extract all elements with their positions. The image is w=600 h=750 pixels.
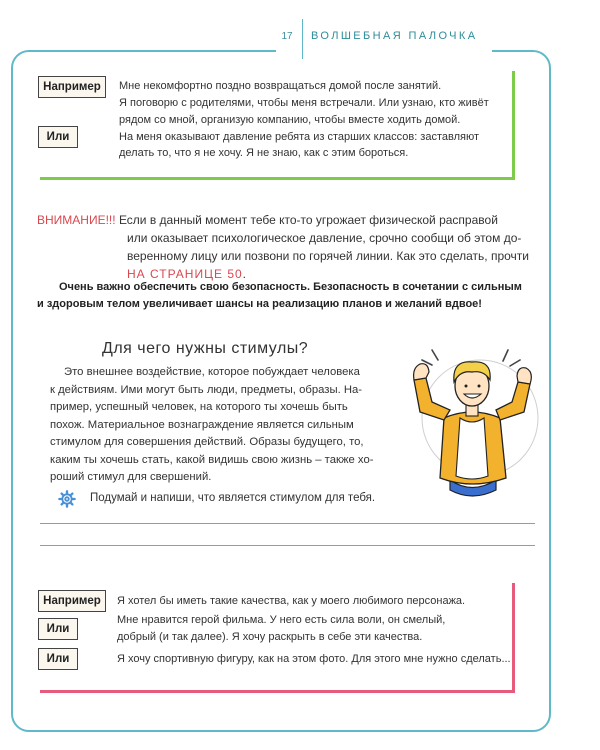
pink-border-bottom [40, 690, 515, 693]
pink-border-right [512, 583, 515, 693]
example-tag: Например [38, 76, 106, 98]
example-text-line: Мне некомфортно поздно возвращаться домой после занятий. [119, 80, 442, 92]
paragraph-line: каким ты хочешь стать, какой видишь свою жизнь – также хо- [50, 453, 374, 466]
or-tag: Или [38, 126, 78, 148]
paragraph-line: стимулом для совершения действий. Образы будущего, то, [50, 436, 364, 448]
paragraph-line: пример, успешный человек, на которого ты хочешь быть [50, 401, 348, 413]
example-text-line: делать то, что я не хочу. Я не знаю, как с этим бороться. [119, 147, 409, 159]
paragraph-line: роший стимул для свершений. [50, 471, 212, 483]
example-text-line: добрый (и так далее). Я хочу раскрыть в себе эти качества. [117, 631, 423, 643]
header-divider [302, 19, 303, 59]
or-tag: Или [38, 648, 78, 670]
safety-note-line: Очень важно обеспечить свою безопасность. Безопасность в сочетании с сильным [59, 281, 522, 293]
answer-line[interactable] [40, 545, 535, 546]
stimulus-paragraph [50, 364, 390, 487]
section-heading: Для чего нужны стимулы? [102, 340, 309, 357]
flexing-person-illustration [392, 340, 542, 500]
example-text-line: Я поговорю с родителями, чтобы меня встречали. Или узнаю, кто живёт [119, 97, 489, 109]
task-text: Подумай и напиши, что является стимулом для тебя. [90, 492, 376, 504]
paragraph-line: к действиям. Ими могут быть люди, предметы, образы. На- [50, 383, 363, 396]
example-text-line: Я хочу спортивную фигуру, как на этом фото. Для этого мне нужно сделать... [117, 653, 511, 665]
answer-line[interactable] [40, 523, 535, 524]
safety-note [37, 279, 542, 313]
paragraph-line: Это внешнее воздействие, которое побуждает человека [64, 366, 360, 378]
example-text-line: Я хотел бы иметь такие качества, как у моего любимого персонажа. [117, 595, 466, 607]
warning-text: Если в данный момент тебе кто-то угрожает физической расправой [118, 213, 498, 227]
warning-text: веренному лицу или позвони по горячей линии. Как это сделать, прочти [127, 249, 529, 263]
header-gap [276, 40, 492, 58]
warning-text: или оказывает психологическое давление, срочно сообщи об этом до- [127, 231, 522, 245]
paragraph-line: похож. Материальное вознаграждение является сильным [50, 418, 354, 431]
gear-icon [58, 490, 76, 508]
green-border-bottom [40, 177, 515, 180]
example-tag: Например [38, 590, 106, 612]
example-text-line: На меня оказывают давление ребята из старших классов: заставляют [119, 131, 480, 143]
page-title: ВОЛШЕБНАЯ ПАЛОЧКА [311, 30, 478, 42]
example-text-line: рядом со мной, организую компанию, чтобы вместе ходить домой. [119, 114, 461, 126]
or-tag: Или [38, 618, 78, 640]
page-number: 17 [281, 31, 293, 42]
example-text-line: Мне нравится герой фильма. У него есть сила воли, он смелый, [117, 614, 446, 626]
warning-label: ВНИМАНИЕ!!! [37, 213, 116, 227]
warning-block [37, 211, 537, 283]
green-border-right [512, 71, 515, 180]
warning-end: . [242, 267, 247, 281]
page-50-link[interactable]: НА СТРАНИЦЕ 50 [127, 267, 243, 281]
safety-note-line: и здоровым телом увеличивает шансы на реализацию планов и желаний вдвое! [37, 298, 482, 310]
